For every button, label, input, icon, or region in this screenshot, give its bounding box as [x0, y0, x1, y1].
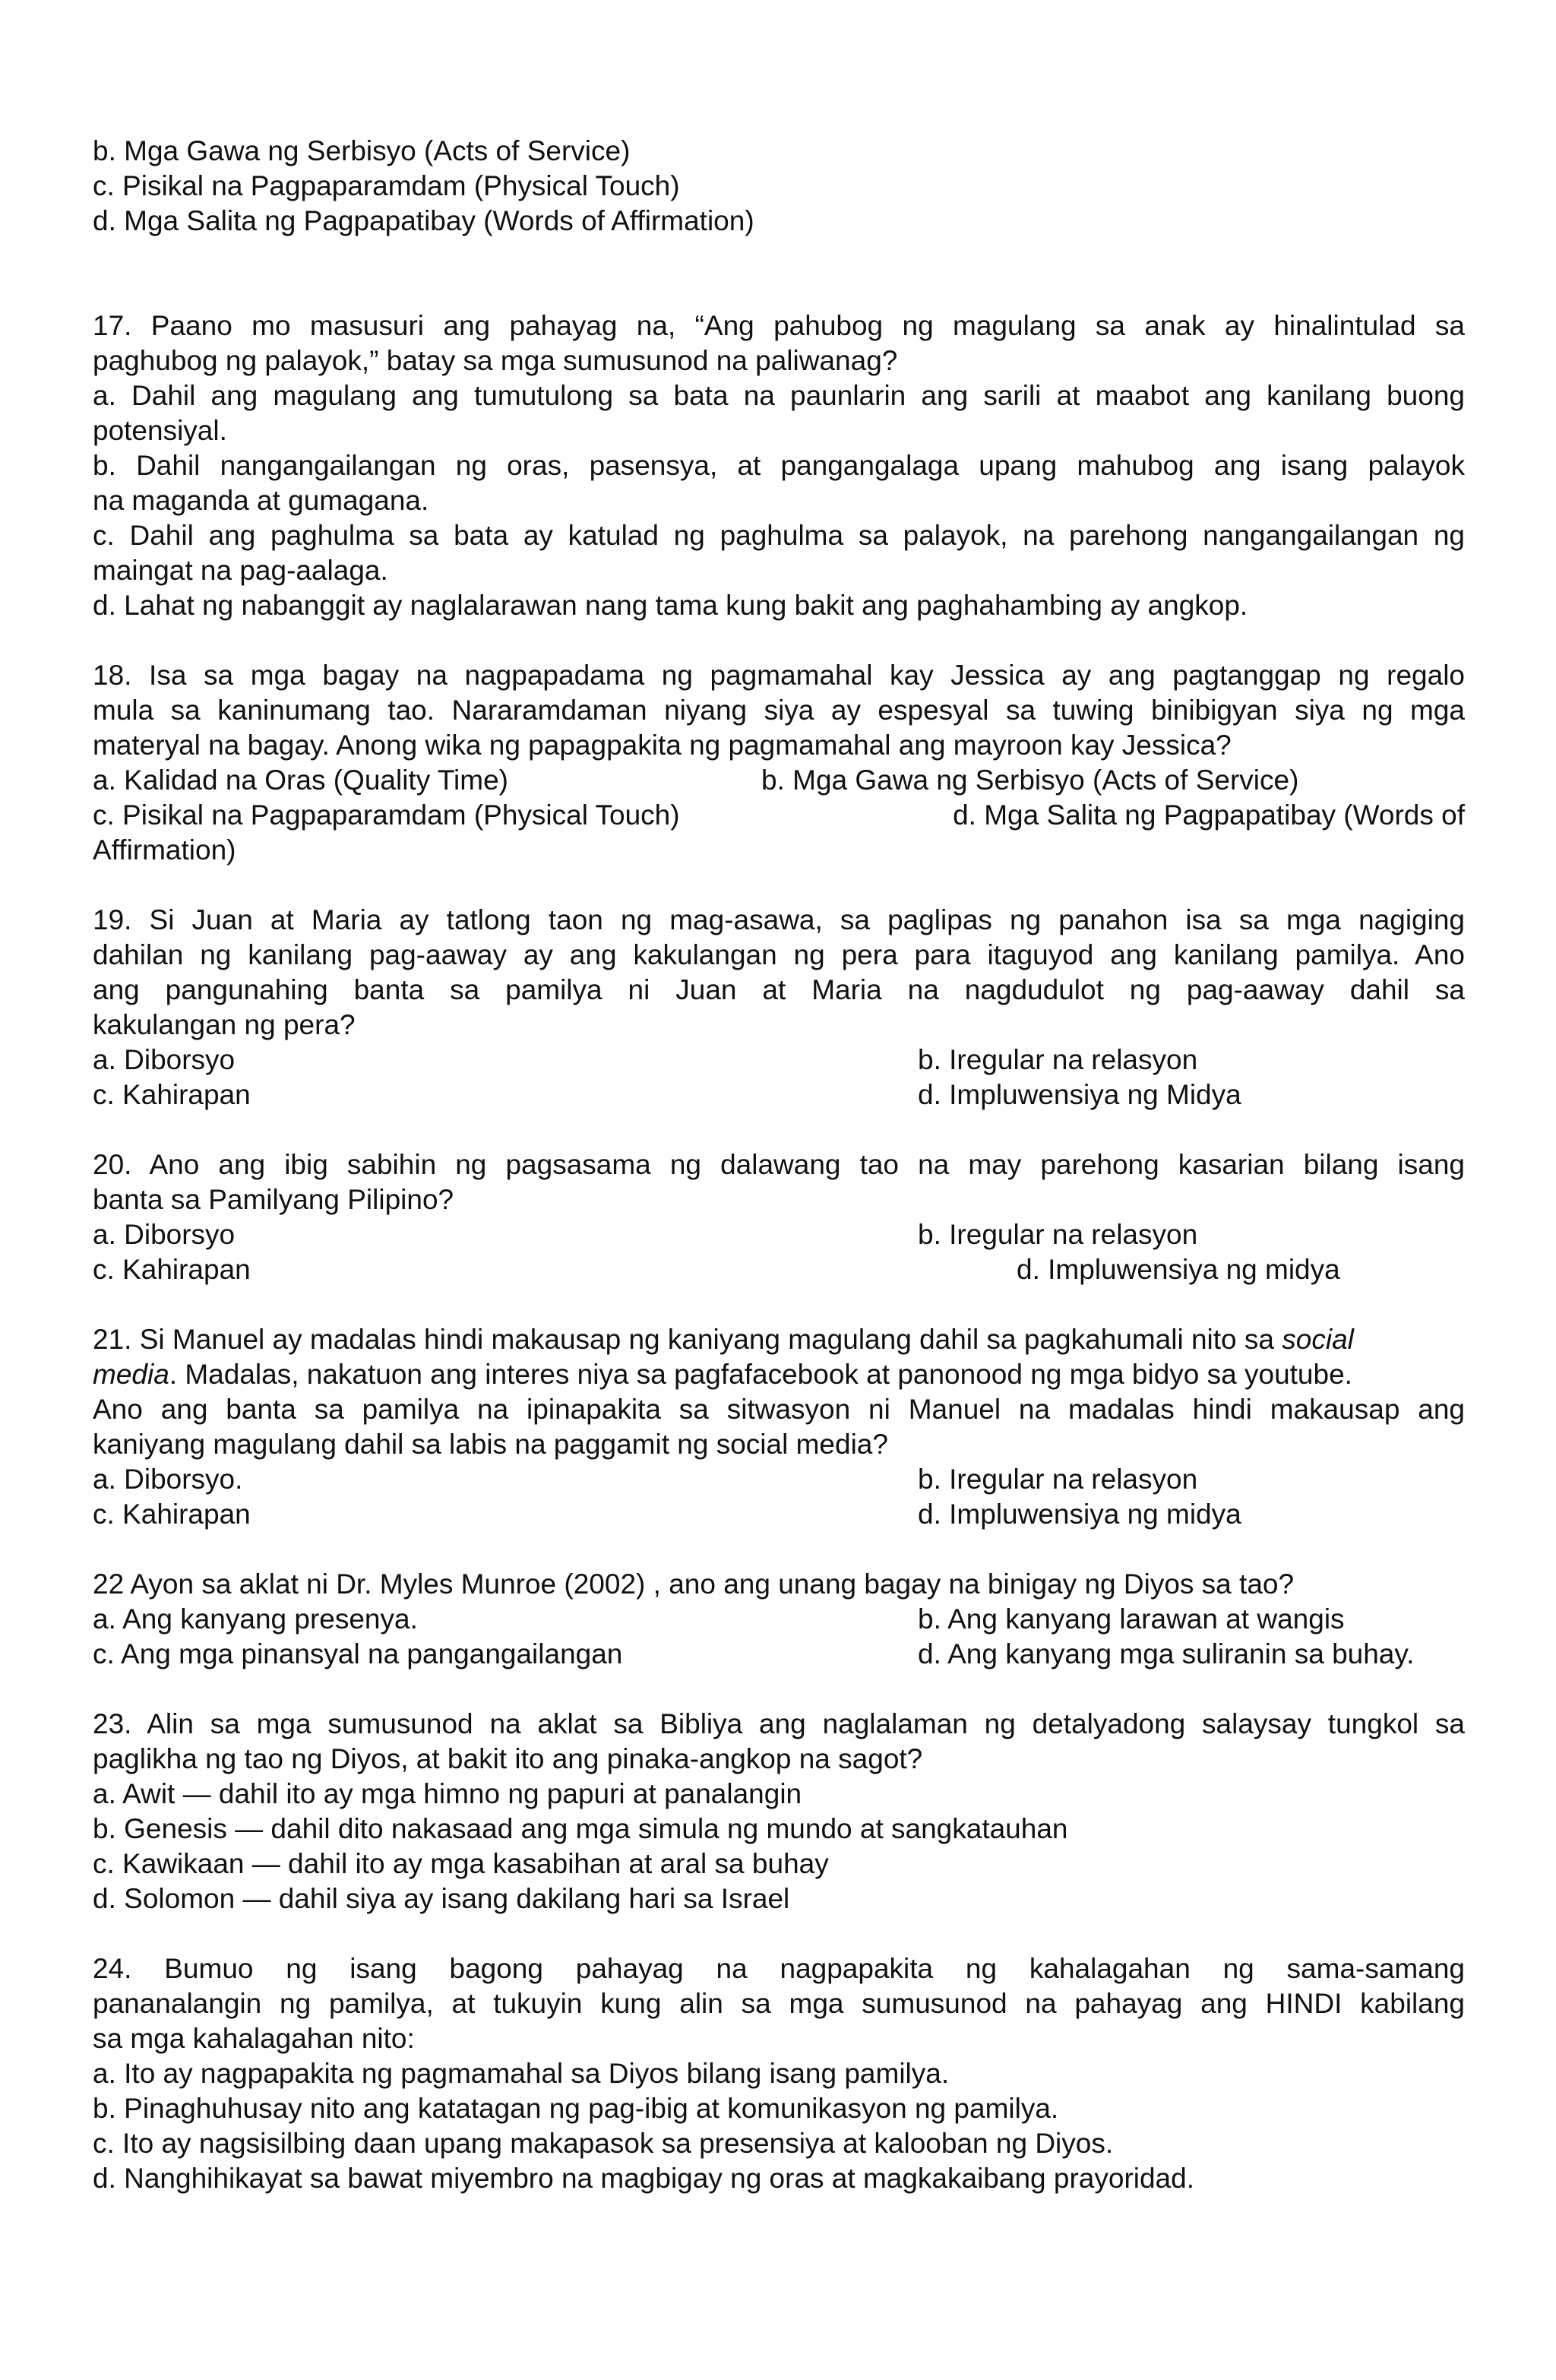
- question-22-choice-c: c. Ang mga pinansyal na pangangailangan: [93, 1638, 623, 1669]
- question-24-stem-line-1: 24. Bumuo ng isang bagong pahayag na nagpapakita ng kahalagahan ng sama-samang: [93, 1953, 1465, 1984]
- question-24-choice-c: c. Ito ay nagsisilbing daan upang makapasok sa presensiya at kalooban ng Diyos.: [93, 2128, 1114, 2159]
- question-19-choice-a: a. Diborsyo: [93, 1044, 236, 1075]
- choice-d: d. Mga Salita ng Pagpapatibay (Words of Affirmation): [93, 205, 754, 236]
- question-20-choice-c: c. Kahirapan: [93, 1254, 251, 1285]
- choice-c: c. Pisikal na Pagpaparamdam (Physical Touch): [93, 170, 680, 201]
- question-18-stem-line-2: mula sa kaninumang tao. Nararamdaman niyang siya ay espesyal sa tuwing binibigyan siya ng mga: [93, 695, 1465, 726]
- question-18-choice-d: d. Mga Salita ng Pagpapatibay (Words of: [953, 799, 1465, 831]
- question-21-stem-line-1-italic: social: [1282, 1324, 1354, 1355]
- question-24-stem-line-2: pananalangin ng pamilya, at tukuyin kung alin sa mga sumusunod na pahayag ang HINDI kabilang: [93, 1988, 1465, 2019]
- exam-page: [93, 134, 1465, 2196]
- question-24-choice-a: a. Ito ay nagpapakita ng pagmamahal sa Diyos bilang isang pamilya.: [93, 2058, 950, 2089]
- question-19-choice-c: c. Kahirapan: [93, 1079, 251, 1110]
- question-20-choices-row-1: [93, 1217, 1465, 1252]
- question-23-choice-a: a. Awit — dahil ito ay mga himno ng papuri at panalangin: [93, 1778, 802, 1809]
- question-23-choice-d: d. Solomon — dahil siya ay isang dakilang hari sa Israel: [93, 1883, 790, 1914]
- question-22: [93, 1567, 1465, 1672]
- question-21: [93, 1322, 1465, 1532]
- question-21-choices-row-1: [93, 1462, 1465, 1497]
- question-17-choice-c-line-2: maingat na pag-aalaga.: [93, 555, 388, 586]
- question-18-choice-b: b. Mga Gawa ng Serbisyo (Acts of Service): [761, 764, 1299, 796]
- question-23-choice-c: c. Kawikaan — dahil ito ay mga kasabihan at aral sa buhay: [93, 1848, 829, 1879]
- question-23-stem-line-1: 23. Alin sa mga sumusunod na aklat sa Bibliya ang naglalaman ng detalyadong salaysay tungkol sa: [93, 1708, 1465, 1739]
- question-21-stem-line-1-text: 21. Si Manuel ay madalas hindi makausap ng kaniyang magulang dahil sa pagkahumali nito sa: [93, 1324, 1274, 1355]
- question-21-choice-b: b. Iregular na relasyon: [918, 1464, 1198, 1495]
- question-21-choices-row-2: [93, 1497, 1465, 1532]
- question-21-stem-line-4: kaniyang magulang dahil sa labis na paggamit ng social media?: [93, 1429, 888, 1460]
- question-23: [93, 1707, 1465, 1916]
- question-20: [93, 1147, 1465, 1287]
- question-17-choice-b-line-2: na maganda at gumagana.: [93, 485, 429, 516]
- question-21-stem-line-3: Ano ang banta sa pamilya na ipinapakita sa sitwasyon ni Manuel na madalas hindi makausap ang: [93, 1394, 1465, 1425]
- question-18-choice-a: a. Kalidad na Oras (Quality Time): [93, 764, 508, 796]
- question-18-choices-row-2: [93, 798, 1465, 833]
- question-21-stem-line-2-italic: media: [93, 1359, 169, 1390]
- question-24: [93, 1951, 1465, 2196]
- question-20-choice-b: b. Iregular na relasyon: [918, 1219, 1198, 1250]
- question-19-stem-line-4: kakulangan ng pera?: [93, 1009, 356, 1040]
- question-17-choice-a-line-1: a. Dahil ang magulang ang tumutulong sa bata na paunlarin ang sarili at maabot ang kanilang buong: [93, 380, 1465, 411]
- question-19-choice-d: d. Impluwensiya ng Midya: [918, 1079, 1241, 1110]
- question-22-stem: 22 Ayon sa aklat ni Dr. Myles Munroe (2002) , ano ang unang bagay na binigay ng Diyos sa tao?: [93, 1568, 1295, 1600]
- question-21-stem-line-1: [93, 1322, 1465, 1357]
- question-22-choice-d: d. Ang kanyang mga suliranin sa buhay.: [918, 1638, 1415, 1669]
- question-19-choice-b: b. Iregular na relasyon: [918, 1044, 1198, 1075]
- question-18-stem-line-1: 18. Isa sa mga bagay na nagpapadama ng pagmamahal kay Jessica ay ang pagtanggap ng regalo: [93, 660, 1465, 691]
- question-17-choice-d: d. Lahat ng nabanggit ay naglalarawan nang tama kung bakit ang paghahambing ay angkop.: [93, 590, 1248, 621]
- question-17-stem-line-2: paghubog ng palayok,” batay sa mga sumusunod na paliwanag?: [93, 345, 898, 376]
- question-19-stem-line-2: dahilan ng kanilang pag-aaway ay ang kakulangan ng pera para itaguyod ang kanilang pamilya. Ano: [93, 939, 1465, 970]
- question-19-stem-line-3: ang pangunahing banta sa pamilya ni Juan at Maria na nagdudulot ng pag-aaway dahil sa: [93, 974, 1465, 1005]
- question-20-choices-row-2: [93, 1252, 1465, 1287]
- question-21-choice-c: c. Kahirapan: [93, 1499, 251, 1530]
- question-18-stem-line-3: materyal na bagay. Anong wika ng papagpakita ng pagmamahal ang mayroon kay Jessica?: [93, 730, 1232, 761]
- question-19-choices-row-2: [93, 1078, 1465, 1112]
- question-22-choice-a: a. Ang kanyang presenya.: [93, 1603, 418, 1635]
- question-19: [93, 903, 1465, 1112]
- question-20-stem-line-2: banta sa Pamilyang Pilipino?: [93, 1184, 454, 1215]
- question-24-choice-b: b. Pinaghuhusay nito ang katatagan ng pag-ibig at komunikasyon ng pamilya.: [93, 2093, 1059, 2124]
- carryover-choices: [93, 134, 1465, 239]
- question-23-choice-b: b. Genesis — dahil dito nakasaad ang mga simula ng mundo at sangkatauhan: [93, 1813, 1068, 1844]
- question-19-stem-line-1: 19. Si Juan at Maria ay tatlong taon ng mag-asawa, sa paglipas ng panahon isa sa mga nagiging: [93, 904, 1465, 935]
- question-21-stem-line-2-text: . Madalas, nakatuon ang interes niya sa pagfafacebook at panonood ng mga bidyo sa youtube.: [169, 1359, 1352, 1390]
- question-18-choice-c: c. Pisikal na Pagpaparamdam (Physical Touch): [93, 799, 680, 831]
- question-22-choice-b: b. Ang kanyang larawan at wangis: [918, 1603, 1345, 1635]
- question-20-choice-d: d. Impluwensiya ng midya: [1017, 1254, 1340, 1285]
- question-17-choice-c-line-1: c. Dahil ang paghulma sa bata ay katulad ng paghulma sa palayok, na parehong nangangailangan ng: [93, 520, 1465, 551]
- question-18-choice-d-line-2: Affirmation): [93, 834, 236, 866]
- choice-b: b. Mga Gawa ng Serbisyo (Acts of Service): [93, 135, 631, 166]
- question-17-choice-a-line-2: potensiyal.: [93, 415, 227, 446]
- question-17: [93, 309, 1465, 623]
- question-19-choices-row-1: [93, 1043, 1465, 1078]
- question-17-stem-line-1: 17. Paano mo masusuri ang pahayag na, “Ang pahubog ng magulang sa anak ay hinalintulad sa: [93, 310, 1465, 341]
- question-20-stem-line-1: 20. Ano ang ibig sabihin ng pagsasama ng dalawang tao na may parehong kasarian bilang isang: [93, 1149, 1465, 1180]
- question-22-choices-row-2: [93, 1637, 1465, 1672]
- question-18-choices-row-1: [93, 763, 1465, 798]
- question-23-stem-line-2: paglikha ng tao ng Diyos, at bakit ito ang pinaka-angkop na sagot?: [93, 1743, 923, 1774]
- question-21-choice-d: d. Impluwensiya ng midya: [918, 1499, 1241, 1530]
- question-21-choice-a: a. Diborsyo.: [93, 1464, 243, 1495]
- question-22-choices-row-1: [93, 1602, 1465, 1637]
- question-24-stem-line-3: sa mga kahalagahan nito:: [93, 2023, 415, 2054]
- question-20-choice-a: a. Diborsyo: [93, 1219, 236, 1250]
- question-18: [93, 658, 1465, 868]
- question-17-choice-b-line-1: b. Dahil nangangailangan ng oras, pasensya, at pangangalaga upang mahubog ang isang palayok: [93, 450, 1465, 481]
- question-24-choice-d: d. Nanghihikayat sa bawat miyembro na magbigay ng oras at magkakaibang prayoridad.: [93, 2163, 1194, 2194]
- question-21-stem-line-2: [93, 1357, 1465, 1392]
